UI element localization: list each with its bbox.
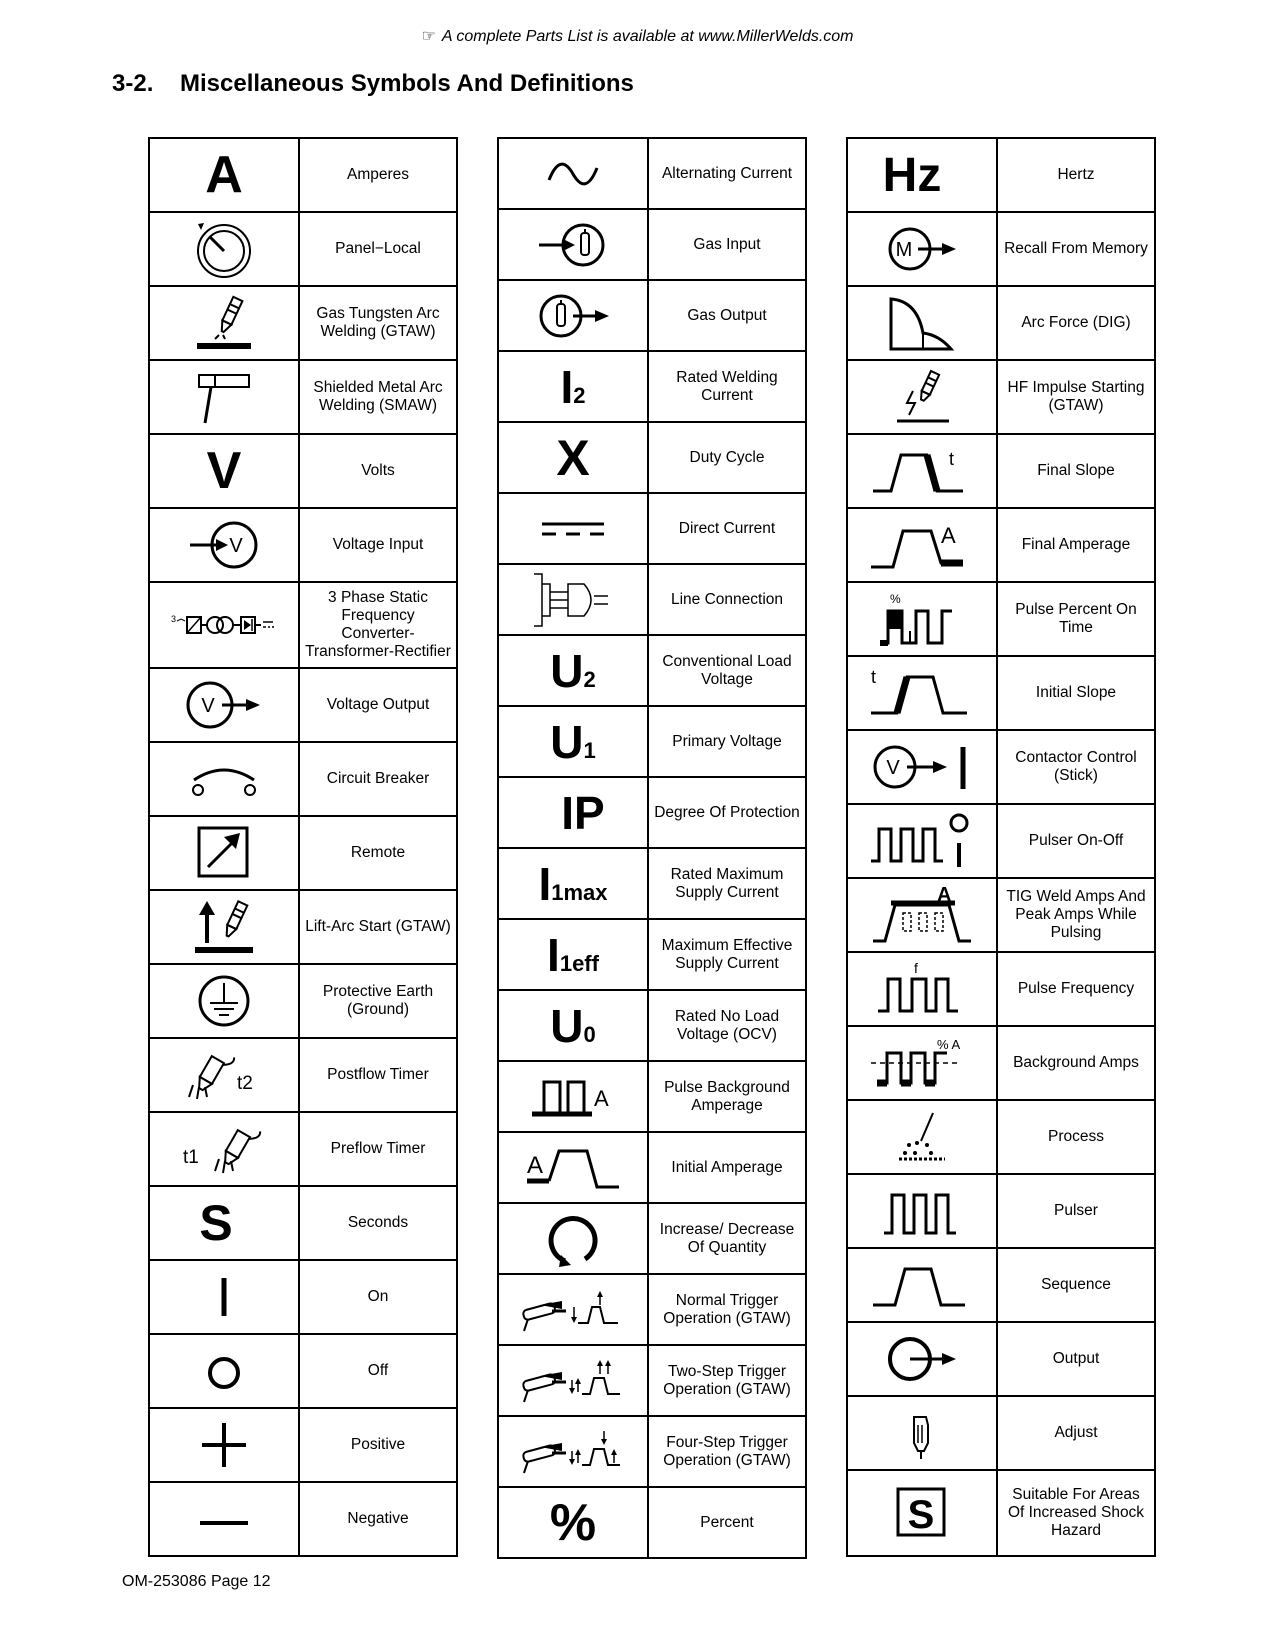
no-load-voltage-icon: U0	[498, 990, 648, 1061]
symbol-label: Voltage Input	[299, 508, 457, 582]
background-amps-icon	[847, 1026, 997, 1100]
svg-text:t1: t1	[183, 1147, 199, 1168]
symbol-row	[847, 138, 1155, 212]
symbol-label: Final Slope	[997, 434, 1155, 508]
symbol-row	[149, 742, 457, 816]
symbol-label: Pulse Frequency	[997, 952, 1155, 1026]
line-connection-icon	[498, 564, 648, 635]
symbol-row	[847, 582, 1155, 656]
gtaw-torch-icon	[149, 286, 299, 360]
symbol-row	[847, 360, 1155, 434]
symbol-label: Positive	[299, 1408, 457, 1482]
ground-icon	[149, 964, 299, 1038]
symbol-label: Adjust	[997, 1396, 1155, 1470]
symbols-table-col3	[846, 137, 1156, 1557]
symbol-row	[847, 1322, 1155, 1396]
percent-icon: %	[498, 1487, 648, 1558]
symbol-label: Negative	[299, 1482, 457, 1556]
symbol-row	[149, 508, 457, 582]
tig-weld-amps-icon	[847, 878, 997, 952]
symbol-row	[847, 804, 1155, 878]
symbol-label: Output	[997, 1322, 1155, 1396]
smaw-electrode-icon	[149, 360, 299, 434]
symbol-row	[149, 434, 457, 508]
symbol-row	[498, 422, 806, 493]
symbol-label: Process	[997, 1100, 1155, 1174]
symbol-label: Initial Slope	[997, 656, 1155, 730]
svg-text:f: f	[914, 960, 918, 976]
symbol-label: Volts	[299, 434, 457, 508]
pulser-icon	[847, 1174, 997, 1248]
symbol-row	[498, 848, 806, 919]
symbol-label: Alternating Current	[648, 138, 806, 209]
symbol-row	[498, 1132, 806, 1203]
negative-icon	[149, 1482, 299, 1556]
final-slope-icon	[847, 434, 997, 508]
symbol-row	[149, 964, 457, 1038]
max-supply-current-icon: I1max	[498, 848, 648, 919]
arc-force-icon	[847, 286, 997, 360]
symbol-row	[847, 1396, 1155, 1470]
symbol-row	[847, 1248, 1155, 1322]
symbol-label: Protective Earth (Ground)	[299, 964, 457, 1038]
svg-text:t: t	[949, 449, 955, 469]
symbol-label: Gas Tungsten Arc Welding (GTAW)	[299, 286, 457, 360]
symbol-row	[847, 1026, 1155, 1100]
symbol-label: Two-Step Trigger Operation (GTAW)	[648, 1345, 806, 1416]
symbol-row	[498, 1416, 806, 1487]
remote-icon	[149, 816, 299, 890]
symbol-row	[847, 878, 1155, 952]
letter-v-icon: V	[149, 434, 299, 508]
symbol-label: Maximum Effective Supply Current	[648, 919, 806, 990]
svg-text:A: A	[594, 1085, 609, 1111]
four-step-trigger-icon	[498, 1416, 648, 1487]
symbol-label: Sequence	[997, 1248, 1155, 1322]
page-footer: OM-253086 Page 12	[122, 1573, 271, 1590]
svg-text:% A: % A	[937, 1037, 961, 1052]
symbol-row	[847, 952, 1155, 1026]
hf-impulse-icon	[847, 360, 997, 434]
symbol-row	[498, 706, 806, 777]
pulse-background-icon	[498, 1061, 648, 1132]
svg-text:A: A	[937, 884, 952, 906]
symbol-row	[498, 1487, 806, 1558]
pulser-on-off-icon	[847, 804, 997, 878]
section-title: Miscellaneous Symbols And Definitions	[180, 70, 634, 97]
symbol-row	[149, 212, 457, 286]
symbol-row	[149, 1482, 457, 1556]
symbol-label: Amperes	[299, 138, 457, 212]
symbol-label: Rated No Load Voltage (OCV)	[648, 990, 806, 1061]
svg-text:A: A	[941, 523, 956, 548]
symbol-row	[149, 138, 457, 212]
symbol-label: Postflow Timer	[299, 1038, 457, 1112]
symbol-label: Rated Maximum Supply Current	[648, 848, 806, 919]
gas-output-icon	[498, 280, 648, 351]
svg-text:V: V	[201, 695, 215, 717]
symbol-label: Gas Output	[648, 280, 806, 351]
symbol-label: Pulser	[997, 1174, 1155, 1248]
symbol-label: Arc Force (DIG)	[997, 286, 1155, 360]
svg-text:S: S	[907, 1493, 935, 1537]
symbol-row	[149, 1186, 457, 1260]
letter-s-icon: S	[149, 1186, 299, 1260]
symbol-row	[498, 564, 806, 635]
symbol-label: Rated Welding Current	[648, 351, 806, 422]
initial-slope-icon	[847, 656, 997, 730]
symbol-label: Increase/ Decrease Of Quantity	[648, 1203, 806, 1274]
preflow-timer-icon	[149, 1112, 299, 1186]
symbol-row	[149, 1038, 457, 1112]
pulse-frequency-icon	[847, 952, 997, 1026]
adjust-icon	[847, 1396, 997, 1470]
symbol-label: Pulse Percent On Time	[997, 582, 1155, 656]
off-icon	[149, 1334, 299, 1408]
output-icon	[847, 1322, 997, 1396]
recall-memory-icon	[847, 212, 997, 286]
symbol-label: Pulser On-Off	[997, 804, 1155, 878]
svg-text:V: V	[886, 757, 900, 779]
symbol-label: Off	[299, 1334, 457, 1408]
svg-text:3: 3	[171, 614, 177, 624]
lift-arc-start-icon	[149, 890, 299, 964]
symbol-label: Panel−Local	[299, 212, 457, 286]
svg-text:A: A	[527, 1151, 544, 1179]
symbol-label: Seconds	[299, 1186, 457, 1260]
circuit-breaker-icon	[149, 742, 299, 816]
gas-input-icon	[498, 209, 648, 280]
symbol-label: Degree Of Protection	[648, 777, 806, 848]
section-number: 3-2.	[112, 70, 154, 97]
initial-amperage-icon	[498, 1132, 648, 1203]
final-amperage-icon	[847, 508, 997, 582]
symbol-label: Pulse Background Amperage	[648, 1061, 806, 1132]
symbol-row	[498, 990, 806, 1061]
direct-current-icon	[498, 493, 648, 564]
symbol-row	[847, 1174, 1155, 1248]
symbol-row	[149, 360, 457, 434]
symbol-label: Lift-Arc Start (GTAW)	[299, 890, 457, 964]
symbol-label: TIG Weld Amps And Peak Amps While Pulsing	[997, 878, 1155, 952]
positive-icon	[149, 1408, 299, 1482]
panel-local-icon	[149, 212, 299, 286]
voltage-output-icon	[149, 668, 299, 742]
symbol-row	[149, 286, 457, 360]
symbol-label: Voltage Output	[299, 668, 457, 742]
symbol-row	[847, 508, 1155, 582]
pulse-percent-icon	[847, 582, 997, 656]
symbol-row	[847, 212, 1155, 286]
two-step-trigger-icon	[498, 1345, 648, 1416]
symbol-label: Conventional Load Voltage	[648, 635, 806, 706]
symbol-row	[149, 1408, 457, 1482]
symbol-row	[498, 777, 806, 848]
contactor-control-icon	[847, 730, 997, 804]
symbol-label: Initial Amperage	[648, 1132, 806, 1203]
symbol-row	[498, 209, 806, 280]
symbol-row	[498, 1345, 806, 1416]
symbol-row	[149, 582, 457, 668]
load-voltage-icon: U2	[498, 635, 648, 706]
symbol-row	[498, 280, 806, 351]
symbol-label: Recall From Memory	[997, 212, 1155, 286]
shock-hazard-icon	[847, 1470, 997, 1556]
symbol-row	[498, 1274, 806, 1345]
pointing-hand-icon: ☞	[421, 28, 436, 45]
symbol-row	[847, 1100, 1155, 1174]
symbol-label: Line Connection	[648, 564, 806, 635]
postflow-timer-icon	[149, 1038, 299, 1112]
symbol-row	[498, 919, 806, 990]
symbol-row	[498, 493, 806, 564]
symbol-row	[498, 138, 806, 209]
symbol-row	[498, 1203, 806, 1274]
symbol-label: Normal Trigger Operation (GTAW)	[648, 1274, 806, 1345]
symbol-row	[498, 351, 806, 422]
effective-supply-current-icon: I1eff	[498, 919, 648, 990]
symbol-row	[847, 434, 1155, 508]
symbol-label: HF Impulse Starting (GTAW)	[997, 360, 1155, 434]
letter-a-icon: A	[149, 138, 299, 212]
symbol-row	[149, 1112, 457, 1186]
symbol-row	[149, 1334, 457, 1408]
hertz-icon: Hz	[847, 138, 997, 212]
duty-cycle-icon: X	[498, 422, 648, 493]
svg-text:%: %	[890, 592, 901, 606]
process-icon	[847, 1100, 997, 1174]
symbol-row	[847, 286, 1155, 360]
symbol-row	[498, 635, 806, 706]
symbol-label: 3 Phase Static Frequency Converter-Transformer-Rectifier	[299, 582, 457, 668]
rated-welding-current-icon: I2	[498, 351, 648, 422]
symbol-label: On	[299, 1260, 457, 1334]
symbols-table-col2	[497, 137, 807, 1559]
symbols-table-col1	[148, 137, 458, 1557]
symbol-label: Circuit Breaker	[299, 742, 457, 816]
symbol-label: Duty Cycle	[648, 422, 806, 493]
symbol-label: Final Amperage	[997, 508, 1155, 582]
symbol-label: Primary Voltage	[648, 706, 806, 777]
parts-list-note-text: A complete Parts List is available at www.MillerWelds.com	[441, 28, 854, 45]
on-icon	[149, 1260, 299, 1334]
symbol-row	[149, 668, 457, 742]
symbol-label: Four-Step Trigger Operation (GTAW)	[648, 1416, 806, 1487]
alternating-current-icon	[498, 138, 648, 209]
symbol-row	[847, 1470, 1155, 1556]
symbol-row	[847, 656, 1155, 730]
section-heading	[112, 70, 634, 98]
symbol-label: Preflow Timer	[299, 1112, 457, 1186]
symbol-label: Background Amps	[997, 1026, 1155, 1100]
symbol-row	[498, 1061, 806, 1132]
symbol-label: Direct Current	[648, 493, 806, 564]
symbol-label: Remote	[299, 816, 457, 890]
svg-text:t2: t2	[237, 1073, 253, 1094]
symbol-label: Hertz	[997, 138, 1155, 212]
svg-text:V: V	[229, 535, 243, 557]
svg-text:M: M	[895, 239, 913, 261]
symbol-row	[149, 890, 457, 964]
symbol-row	[149, 816, 457, 890]
symbol-row	[149, 1260, 457, 1334]
primary-voltage-icon: U1	[498, 706, 648, 777]
symbol-label: Contactor Control (Stick)	[997, 730, 1155, 804]
voltage-input-icon	[149, 508, 299, 582]
degree-of-protection-icon: IP	[498, 777, 648, 848]
normal-trigger-icon	[498, 1274, 648, 1345]
svg-text:t: t	[871, 667, 877, 687]
increase-decrease-icon	[498, 1203, 648, 1274]
symbol-label: Percent	[648, 1487, 806, 1558]
symbol-label: Suitable For Areas Of Increased Shock Hazard	[997, 1470, 1155, 1556]
sequence-icon	[847, 1248, 997, 1322]
symbol-row	[847, 730, 1155, 804]
converter-transformer-rectifier-icon	[149, 582, 299, 668]
symbol-label: Shielded Metal Arc Welding (SMAW)	[299, 360, 457, 434]
symbol-label: Gas Input	[648, 209, 806, 280]
parts-list-note	[0, 26, 1275, 46]
